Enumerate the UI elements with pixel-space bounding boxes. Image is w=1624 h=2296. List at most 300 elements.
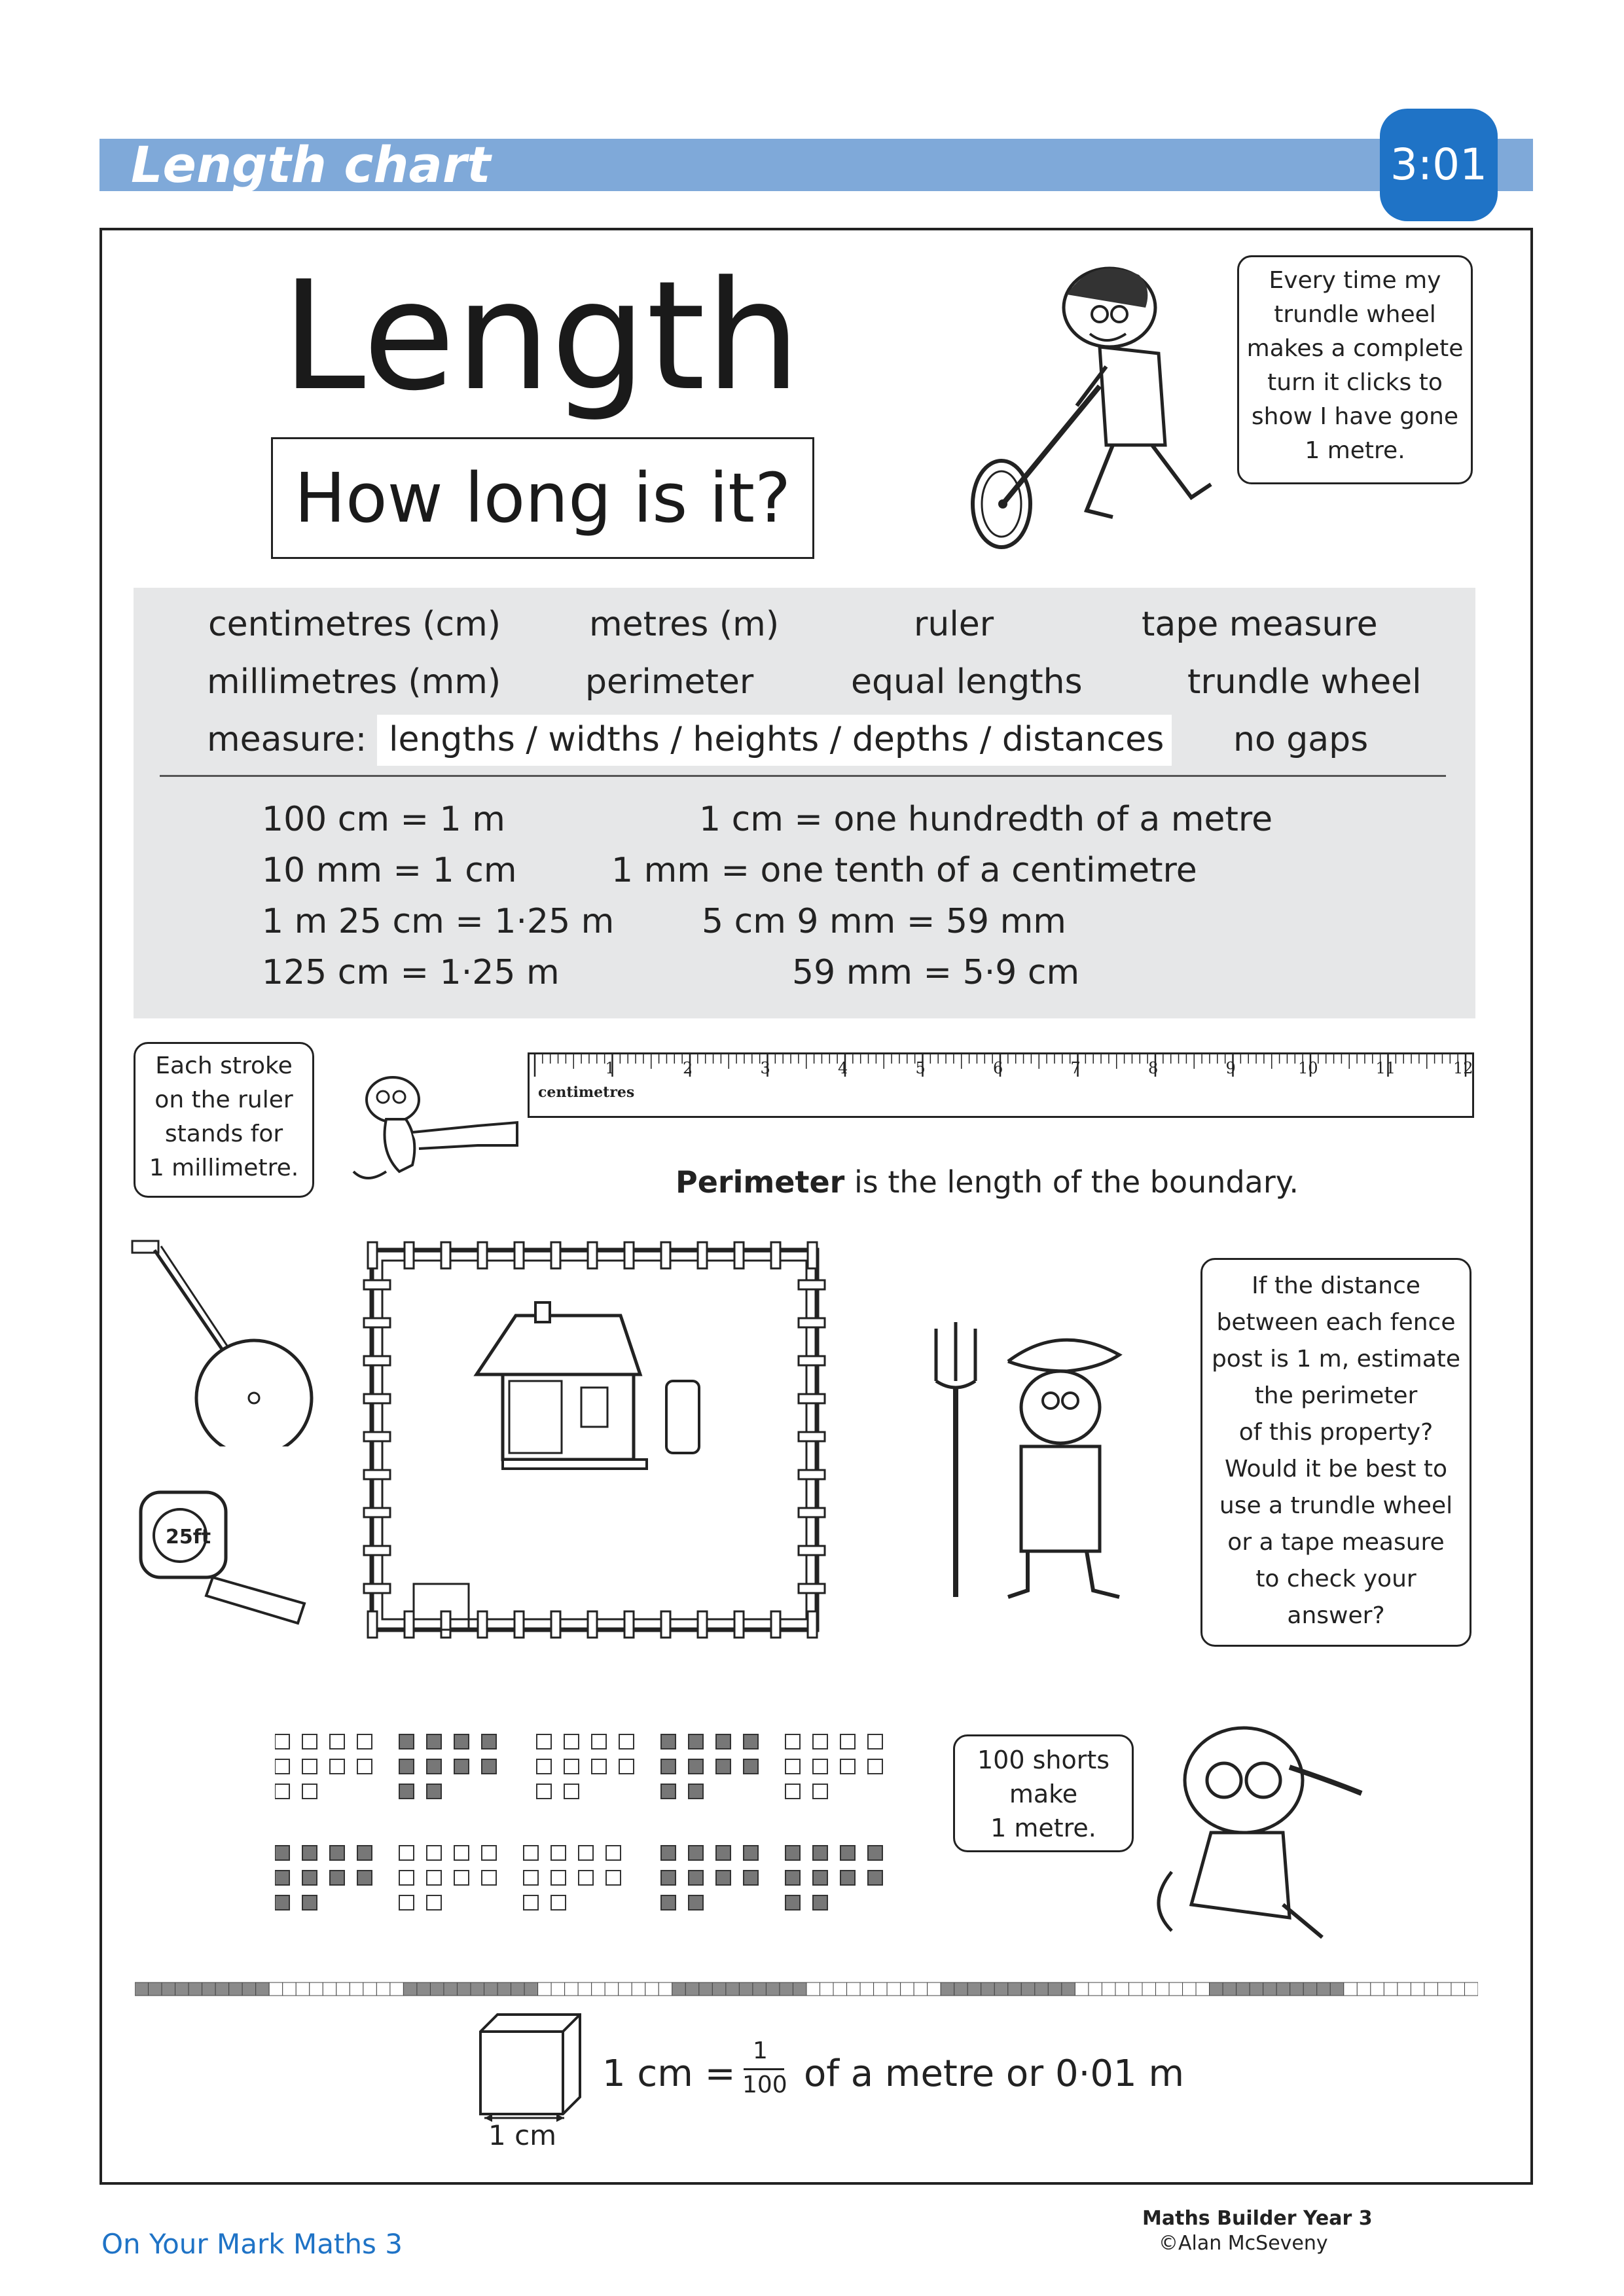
cube-icon (478, 2012, 583, 2119)
equivalence: 1 cm = one hundredth of a metre (699, 800, 1273, 839)
metre-strip-segment (538, 1982, 552, 1996)
short-block (275, 1784, 289, 1799)
metre-strip-segment (1344, 1982, 1358, 1996)
ruler-number: 4 (838, 1059, 848, 1077)
metre-strip-segment (524, 1982, 538, 1996)
short-block (716, 1759, 731, 1774)
metre-strip-segment (202, 1982, 216, 1996)
vocab-term: no gaps (1233, 720, 1369, 759)
footer-book-title: Maths Builder Year 3 (1142, 2207, 1373, 2230)
metre-strip-segment (793, 1982, 806, 1996)
short-block (606, 1846, 621, 1860)
short-block (564, 1759, 579, 1774)
metre-strip-segment (135, 1982, 149, 1996)
fence-post (799, 1470, 825, 1479)
metre-strip-segment (1398, 1982, 1411, 1996)
fence-post (799, 1318, 825, 1327)
bubble-line: Each stroke (155, 1052, 293, 1079)
short-block (661, 1759, 676, 1774)
fence-post (624, 1611, 634, 1638)
short-block (661, 1734, 676, 1749)
short-block (357, 1846, 372, 1860)
short-block (454, 1871, 469, 1885)
vocab-term: metres (m) (589, 605, 780, 644)
fence-post (771, 1611, 780, 1638)
vocab-term: trundle wheel (1187, 662, 1422, 702)
metre-strip-segment (444, 1982, 458, 1996)
bubble-line: of this property? (1238, 1419, 1434, 1446)
short-block (482, 1871, 496, 1885)
metre-strip-segment (390, 1982, 404, 1996)
short-block (454, 1846, 469, 1860)
metre-strip (135, 1982, 1478, 1996)
metre-strip-segment (215, 1982, 229, 1996)
metre-strip-segment (592, 1982, 605, 1996)
short-block (330, 1734, 344, 1749)
ruler-number: 12 (1453, 1059, 1473, 1077)
metre-strip-segment (994, 1982, 1008, 1996)
metre-strip-segment (712, 1982, 726, 1996)
ruler-number: 8 (1148, 1059, 1159, 1077)
metre-strip-segment (1210, 1982, 1223, 1996)
short-block (399, 1734, 414, 1749)
metre-strip-segment (363, 1982, 377, 1996)
farmer-pitchfork-illustration (903, 1309, 1191, 1610)
short-block (661, 1784, 676, 1799)
fence-post (588, 1611, 597, 1638)
bubble-line: Every time my (1269, 267, 1441, 294)
metre-strip-segment (820, 1982, 834, 1996)
bubble-line: post is 1 m, estimate (1211, 1346, 1461, 1372)
metre-strip-segment (981, 1982, 995, 1996)
short-block (399, 1846, 414, 1860)
metre-strip-segment (766, 1982, 780, 1996)
short-block (537, 1784, 551, 1799)
metre-strip-segment (806, 1982, 820, 1996)
bubble-line: answer? (1287, 1602, 1385, 1629)
metre-strip-segment (941, 1982, 954, 1996)
metre-strip-segment (685, 1982, 699, 1996)
fence-post (364, 1280, 390, 1289)
trundle-wheel-boy-illustration (943, 249, 1231, 563)
metre-strip-segment (430, 1982, 444, 1996)
short-block (302, 1759, 317, 1774)
metre-strip-segment (1330, 1982, 1344, 1996)
ruler-number: 1 (605, 1059, 615, 1077)
short-block (302, 1846, 317, 1860)
footer-series-title: On Your Mark Maths 3 (101, 2228, 403, 2260)
short-block (357, 1871, 372, 1885)
fence-post (368, 1611, 377, 1638)
fence-post (799, 1546, 825, 1555)
fence-post (364, 1318, 390, 1327)
fence-post (368, 1242, 377, 1268)
footer-copyright: ©Alan McSeveny (1159, 2232, 1328, 2255)
short-block (813, 1734, 827, 1749)
metre-strip-segment (296, 1982, 310, 1996)
bubble-line: or a tape measure (1227, 1529, 1445, 1556)
bubble-line: between each fence (1216, 1309, 1456, 1336)
page-title: Length chart (131, 135, 491, 194)
short-block (689, 1759, 703, 1774)
short-block (716, 1846, 731, 1860)
bubble-line: 1 metre. (990, 1814, 1096, 1842)
fence-post (661, 1611, 670, 1638)
fence-speech-bubble (1200, 1258, 1471, 1647)
short-block (551, 1871, 566, 1885)
bubble-line: on the ruler (154, 1086, 293, 1113)
ruler-number: 5 (915, 1059, 926, 1077)
short-block (537, 1734, 551, 1749)
short-block (661, 1895, 676, 1910)
short-block (427, 1871, 441, 1885)
short-block (551, 1895, 566, 1910)
short-block (716, 1871, 731, 1885)
fraction-numerator: 1 (753, 2037, 768, 2064)
ruler-number: 7 (1070, 1059, 1081, 1077)
short-block (524, 1895, 538, 1910)
metre-strip-segment (336, 1982, 350, 1996)
metre-strip-segment (659, 1982, 672, 1996)
short-block (275, 1895, 289, 1910)
measure-label: measure: (207, 720, 367, 759)
ruler-number: 3 (760, 1059, 770, 1077)
metre-strip-segment (1008, 1982, 1022, 1996)
bubble-line: 100 shorts (977, 1746, 1110, 1774)
short-block (785, 1871, 800, 1885)
fence-post (441, 1242, 450, 1268)
bubble-line: 1 millimetre. (149, 1155, 299, 1181)
ruler-number: 10 (1298, 1059, 1318, 1077)
equivalence: 1 m 25 cm = 1·25 m (262, 902, 615, 941)
metre-strip-segment (914, 1982, 928, 1996)
fence-post (405, 1611, 414, 1638)
metre-strip-segment (860, 1982, 874, 1996)
short-block (427, 1895, 441, 1910)
fence-post (478, 1242, 487, 1268)
short-block (840, 1734, 855, 1749)
bubble-line: turn it clicks to (1267, 369, 1443, 396)
metre-strip-segment (954, 1982, 968, 1996)
bubble-line: If the distance (1252, 1272, 1420, 1299)
short-block (785, 1759, 800, 1774)
fence-post (799, 1356, 825, 1365)
cube-equation-rhs: of a metre or 0·01 m (804, 2053, 1185, 2095)
metre-strip-segment (1089, 1982, 1102, 1996)
metre-strip-segment (189, 1982, 202, 1996)
short-block (813, 1759, 827, 1774)
short-block (592, 1734, 606, 1749)
measure-items: lengths / widths / heights / depths / distances (389, 720, 1164, 759)
metre-strip-segment (1384, 1982, 1398, 1996)
short-block (689, 1871, 703, 1885)
fence-post (364, 1394, 390, 1403)
vocab-term: ruler (914, 605, 994, 644)
metre-strip-segment (376, 1982, 390, 1996)
short-block (868, 1734, 882, 1749)
equivalence: 59 mm = 5·9 cm (792, 953, 1080, 992)
short-block (275, 1759, 289, 1774)
bubble-line: makes a complete (1246, 335, 1464, 362)
bubble-line: stands for (164, 1121, 283, 1147)
metre-strip-segment (928, 1982, 941, 1996)
fence-post (808, 1611, 817, 1638)
cube-width-label: 1 cm (488, 2119, 557, 2151)
metre-strip-segment (484, 1982, 498, 1996)
short-block (744, 1871, 758, 1885)
short-block (579, 1846, 593, 1860)
short-block (813, 1871, 827, 1885)
metre-strip-segment (1464, 1982, 1478, 1996)
metre-strip-segment (632, 1982, 645, 1996)
short-block (661, 1846, 676, 1860)
fence-post (364, 1546, 390, 1555)
metre-strip-segment (1371, 1982, 1384, 1996)
short-block (813, 1846, 827, 1860)
fence-post (478, 1611, 487, 1638)
short-block (785, 1846, 800, 1860)
metre-strip-segment (619, 1982, 632, 1996)
ruler-unit-label: centimetres (538, 1084, 635, 1101)
short-block (689, 1895, 703, 1910)
fence-post (698, 1242, 707, 1268)
short-block (427, 1784, 441, 1799)
metre-strip-segment (565, 1982, 579, 1996)
metre-strip-segment (1196, 1982, 1210, 1996)
short-block (564, 1734, 579, 1749)
metre-strip-segment (1437, 1982, 1451, 1996)
metre-strip-segment (726, 1982, 740, 1996)
metre-strip-segment (1115, 1982, 1129, 1996)
metre-strip-segment (1102, 1982, 1115, 1996)
fence-post (364, 1584, 390, 1593)
short-block (302, 1734, 317, 1749)
metre-strip-segment (1451, 1982, 1465, 1996)
fence-post (808, 1242, 817, 1268)
short-block (868, 1759, 882, 1774)
short-block (357, 1759, 372, 1774)
short-block (579, 1871, 593, 1885)
short-block (619, 1734, 634, 1749)
short-block (840, 1759, 855, 1774)
ruler-speech-bubble (134, 1042, 314, 1198)
short-block (399, 1895, 414, 1910)
short-block (524, 1846, 538, 1860)
bubble-line: show I have gone (1251, 403, 1459, 430)
short-block (689, 1734, 703, 1749)
fence-post (405, 1242, 414, 1268)
metre-strip-segment (162, 1982, 175, 1996)
girl-glasses-illustration (1132, 1708, 1394, 1957)
metre-strip-segment (551, 1982, 565, 1996)
shorts-blocks-illustration (275, 1721, 903, 1918)
short-block (302, 1895, 317, 1910)
metre-strip-segment (1303, 1982, 1317, 1996)
tape-label: 25ft (166, 1526, 211, 1549)
equivalence: 125 cm = 1·25 m (262, 953, 560, 992)
short-block (275, 1846, 289, 1860)
vocab-term: millimetres (mm) (207, 662, 501, 702)
short-block (302, 1871, 317, 1885)
vocab-term: equal lengths (851, 662, 1083, 702)
metre-strip-segment (497, 1982, 511, 1996)
metre-strip-segment (310, 1982, 323, 1996)
fence-post (698, 1611, 707, 1638)
page-number-badge: 3:01 (1380, 109, 1498, 221)
equivalence: 100 cm = 1 m (262, 800, 505, 839)
equivalence: 5 cm 9 mm = 59 mm (702, 902, 1066, 941)
metre-strip-segment (1411, 1982, 1424, 1996)
short-block (275, 1734, 289, 1749)
fence-post (771, 1242, 780, 1268)
metre-strip-segment (699, 1982, 713, 1996)
metre-strip-segment (1357, 1982, 1371, 1996)
ruler-number: 6 (993, 1059, 1003, 1077)
metre-strip-segment (753, 1982, 767, 1996)
short-block (275, 1871, 289, 1885)
equivalence: 1 mm = one tenth of a centimetre (611, 851, 1197, 890)
short-block (716, 1734, 731, 1749)
metre-strip-segment (887, 1982, 901, 1996)
tape-measure-icon (134, 1479, 317, 1630)
fenced-house-illustration (359, 1230, 830, 1649)
fence-post (364, 1508, 390, 1517)
fence-post (799, 1394, 825, 1403)
panel-divider (160, 775, 1446, 777)
fence-post (799, 1508, 825, 1517)
fence-post (799, 1432, 825, 1441)
metre-strip-segment (645, 1982, 659, 1996)
metre-strip-segment (1223, 1982, 1236, 1996)
short-block (785, 1784, 800, 1799)
short-block (399, 1759, 414, 1774)
metre-strip-segment (350, 1982, 363, 1996)
subtitle-box: How long is it? (271, 437, 814, 559)
vocab-term: centimetres (cm) (208, 605, 501, 644)
short-block (785, 1895, 800, 1910)
metre-strip-segment (417, 1982, 431, 1996)
perimeter-definition (676, 1162, 1299, 1202)
metre-strip-segment (1062, 1982, 1075, 1996)
vocab-term: perimeter (585, 662, 754, 702)
short-block (813, 1784, 827, 1799)
short-block (868, 1846, 882, 1860)
short-block (482, 1734, 496, 1749)
short-block (744, 1846, 758, 1860)
bubble-line: the perimeter (1254, 1382, 1418, 1409)
metre-strip-segment (1169, 1982, 1183, 1996)
fence-post (624, 1242, 634, 1268)
ruler-number: 9 (1225, 1059, 1236, 1077)
metre-strip-segment (1021, 1982, 1035, 1996)
short-block (454, 1759, 469, 1774)
metre-strip-segment (1236, 1982, 1250, 1996)
metre-strip-segment (403, 1982, 417, 1996)
metre-strip-segment (1142, 1982, 1156, 1996)
short-block (868, 1871, 882, 1885)
fence-post (514, 1242, 524, 1268)
short-block (399, 1784, 414, 1799)
metre-strip-segment (901, 1982, 914, 1996)
short-block (840, 1846, 855, 1860)
short-block (482, 1846, 496, 1860)
metre-strip-segment (1128, 1982, 1142, 1996)
metre-strip-segment (471, 1982, 484, 1996)
fraction-bar (744, 2068, 784, 2070)
bubble-line: Would it be best to (1224, 1456, 1448, 1482)
fence-post (441, 1611, 450, 1638)
short-block (813, 1895, 827, 1910)
metre-strip-segment (1276, 1982, 1290, 1996)
metre-strip-segment (833, 1982, 847, 1996)
perimeter-definition-text: is the length of the boundary. (854, 1164, 1299, 1200)
metre-strip-segment (780, 1982, 793, 1996)
short-block (454, 1734, 469, 1749)
metre-strip-segment (457, 1982, 471, 1996)
short-block (427, 1846, 441, 1860)
bubble-line: make (1009, 1780, 1078, 1808)
short-block (482, 1759, 496, 1774)
fence-post (514, 1611, 524, 1638)
bubble-line: trundle wheel (1274, 301, 1436, 328)
metre-strip-segment (511, 1982, 525, 1996)
fence-post (551, 1242, 560, 1268)
metre-strip-segment (847, 1982, 861, 1996)
metre-strip-segment (1035, 1982, 1049, 1996)
metre-strip-segment (1424, 1982, 1438, 1996)
metre-strip-segment (283, 1982, 297, 1996)
metre-strip-segment (578, 1982, 592, 1996)
vocab-term: tape measure (1142, 605, 1378, 644)
short-block (524, 1871, 538, 1885)
bubble-line: to check your (1255, 1566, 1416, 1592)
fence-post (588, 1242, 597, 1268)
metre-strip-segment (323, 1982, 336, 1996)
metre-strip-segment (1156, 1982, 1170, 1996)
short-block (330, 1759, 344, 1774)
short-block (427, 1759, 441, 1774)
metre-strip-segment (1048, 1982, 1062, 1996)
mouse-pointing-illustration (327, 1060, 524, 1191)
short-block (689, 1846, 703, 1860)
short-block (689, 1784, 703, 1799)
fraction-denominator: 100 (742, 2072, 787, 2098)
short-block (537, 1759, 551, 1774)
fence-post (734, 1611, 744, 1638)
metre-strip-segment (1290, 1982, 1304, 1996)
short-block (661, 1871, 676, 1885)
short-block (564, 1784, 579, 1799)
fence-post (799, 1280, 825, 1289)
fence-post (364, 1470, 390, 1479)
equivalence: 10 mm = 1 cm (262, 851, 517, 890)
short-block (840, 1871, 855, 1885)
short-block (551, 1846, 566, 1860)
short-block (592, 1759, 606, 1774)
metre-strip-segment (1263, 1982, 1277, 1996)
metre-strip-segment (242, 1982, 256, 1996)
metre-strip-segment (175, 1982, 189, 1996)
metre-strip-segment (672, 1982, 686, 1996)
metre-strip-segment (1317, 1982, 1331, 1996)
metre-strip-segment (1075, 1982, 1089, 1996)
bubble-line: use a trundle wheel (1219, 1492, 1453, 1519)
metre-strip-segment (967, 1982, 981, 1996)
fence-post (799, 1584, 825, 1593)
fence-post (734, 1242, 744, 1268)
short-block (785, 1734, 800, 1749)
short-block (399, 1871, 414, 1885)
